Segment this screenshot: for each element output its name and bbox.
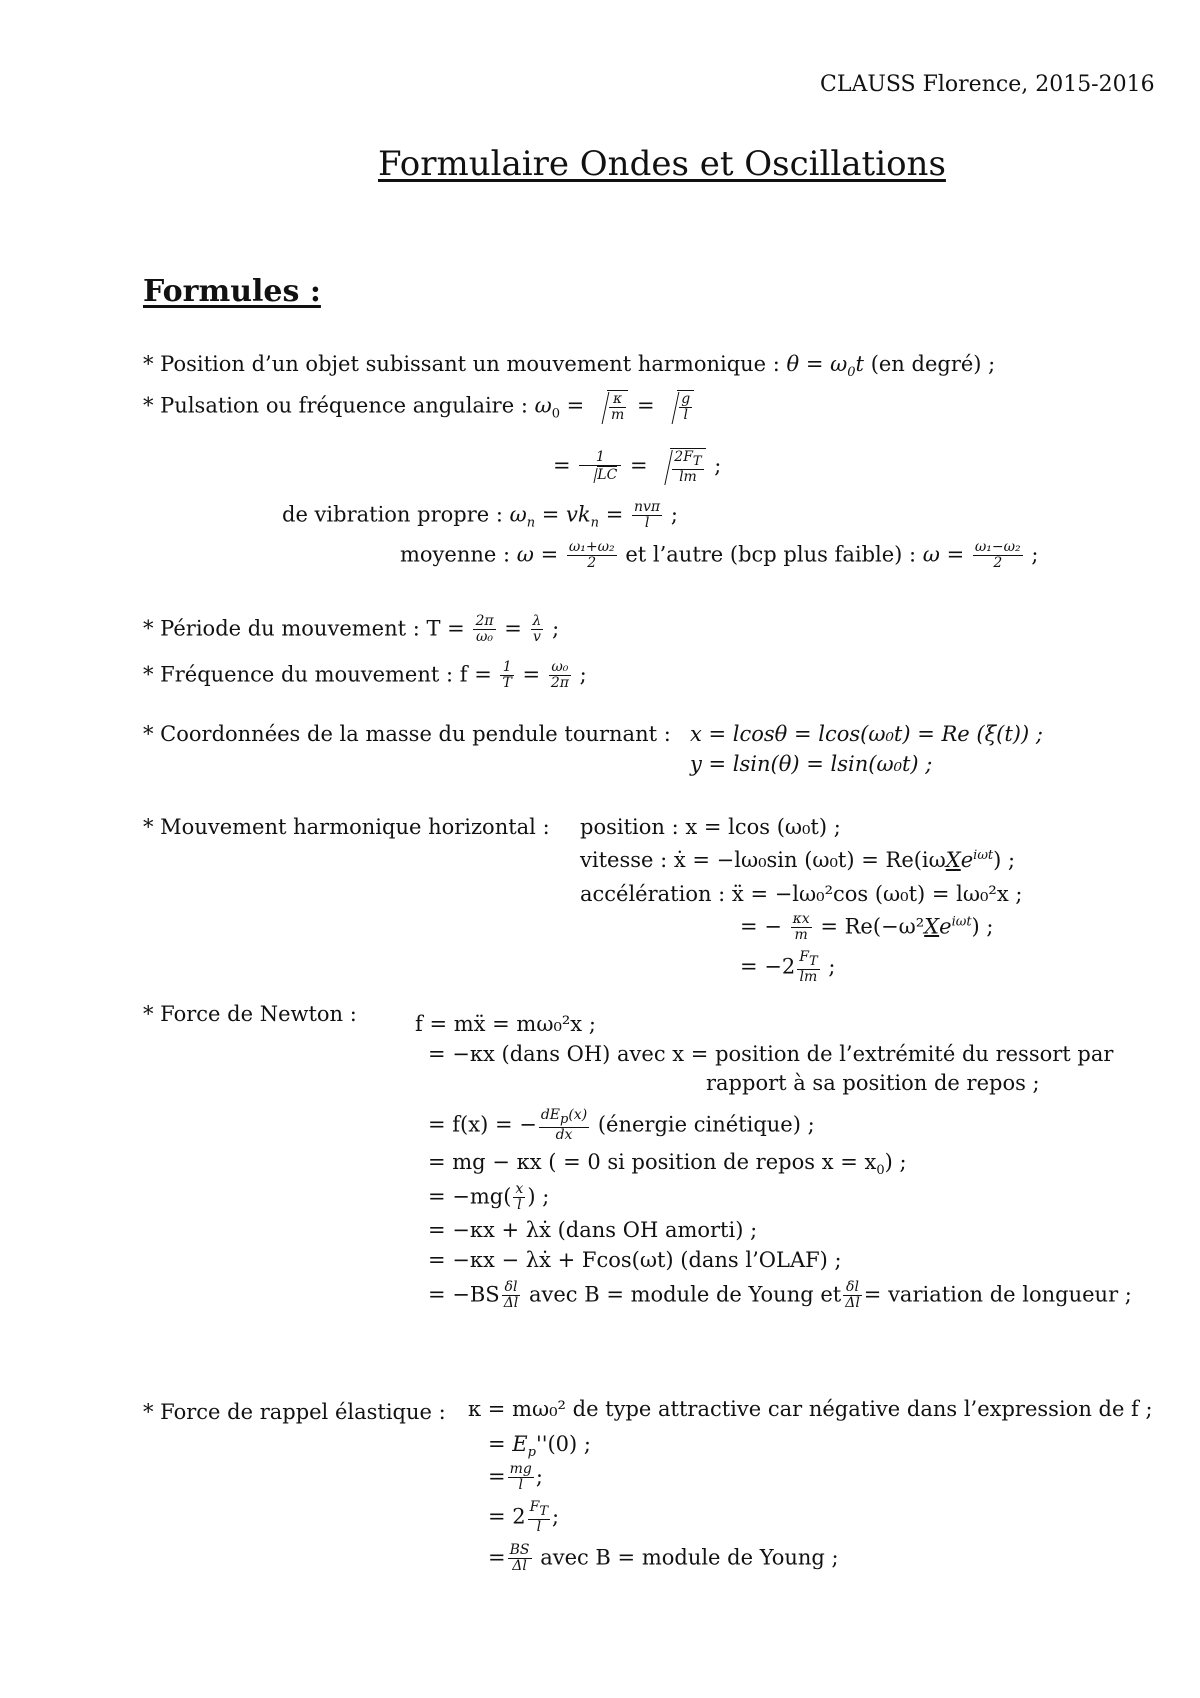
- l3-num2: (x): [568, 1107, 588, 1123]
- ft-sub: T: [692, 453, 702, 469]
- l3-num: dE: [540, 1107, 561, 1123]
- frac-x-over-l: [513, 1182, 525, 1214]
- l5-a: = −mg(: [428, 1184, 512, 1209]
- vitesse-x: X: [945, 848, 961, 872]
- l3-a: = f(x) = −: [428, 1112, 537, 1137]
- pulsation-sub: 0: [551, 406, 560, 422]
- frac-dl-over-DL: [502, 1280, 521, 1312]
- frac-num: 2π: [475, 613, 494, 629]
- frequence-end: ;: [579, 662, 587, 687]
- newton-l4: [428, 1150, 907, 1179]
- pulsation2-eq2: =: [630, 453, 648, 478]
- newton-l7: = −κx − λẋ + Fcos(ωt) (dans l’OLAF) ;: [428, 1248, 842, 1272]
- acc2-e: e: [939, 914, 952, 939]
- vibration-label: de vibration propre :: [282, 502, 503, 527]
- frequence-label: * Fréquence du mouvement : f =: [143, 662, 492, 687]
- vibration-mid: = vk: [535, 502, 591, 527]
- frac-den: v: [533, 629, 541, 646]
- frac-den: lm: [799, 969, 818, 986]
- frac-num: 1: [579, 450, 621, 466]
- acc2-b: = Re(−ω²: [820, 914, 925, 939]
- frac-sum-over-2: [567, 540, 617, 572]
- position-formula: θ = ω: [786, 352, 848, 376]
- frac-ft-over-lm: [797, 950, 819, 985]
- sqrt-g-over-l: [663, 390, 694, 424]
- pulsation-label: * Pulsation ou fréquence angulaire :: [143, 393, 528, 418]
- position-label: * Position d’un objet subissant un mouvement harmonique :: [143, 352, 780, 376]
- l3-sub: p: [560, 1111, 569, 1127]
- frac-den: 2π: [550, 675, 569, 692]
- rappel-l1: κ = mω₀² de type attractive car négative dans l’expression de f ;: [468, 1397, 1153, 1421]
- acc3-num: F: [799, 949, 809, 965]
- l3-b: (énergie cinétique) ;: [597, 1112, 815, 1137]
- rappel-l3-b: ;: [535, 1464, 543, 1489]
- section-title: Formules :: [143, 274, 321, 309]
- frac-den: Δl: [512, 1558, 527, 1575]
- sqrt-lc: LC: [597, 467, 618, 484]
- frac-one-over-sqrt-lc: [579, 450, 621, 484]
- rappel-label: * Force de rappel élastique :: [143, 1400, 446, 1424]
- frac-num: x: [515, 1181, 524, 1197]
- l5-b: ) ;: [527, 1184, 550, 1209]
- coord-x: x = lcosθ = lcos(ω₀t) = Re (ξ(t)) ;: [690, 722, 1043, 746]
- pulsation2-eq: =: [553, 453, 571, 478]
- frac-mg-over-l: [508, 1462, 534, 1494]
- rappel-l4-b: ;: [552, 1504, 560, 1529]
- moyenne-lhs2: ω =: [922, 542, 965, 567]
- frac-2pi-over-omega0: [473, 614, 495, 646]
- harmo-acc-2: [740, 912, 994, 944]
- pulsation-omega: ω: [534, 393, 552, 418]
- vibration-omega: ω: [509, 502, 527, 527]
- harmo-acc-3: [740, 950, 835, 985]
- periode-label: * Période du mouvement : T =: [143, 616, 465, 641]
- periode-eq: =: [504, 616, 522, 641]
- vibration-sub2: n: [590, 515, 600, 531]
- harmo-vitesse: [580, 848, 1015, 872]
- acc3-a: = −2: [740, 954, 796, 979]
- page-title: Formulaire Ondes et Oscillations: [378, 144, 946, 184]
- acc2-a: = −: [740, 914, 782, 939]
- harmo-position: position : x = lcos (ω₀t) ;: [580, 815, 841, 839]
- acc3-b: ;: [828, 954, 836, 979]
- frac-num: ω₁+ω₂: [568, 539, 615, 555]
- frac-num: δl: [502, 1280, 521, 1296]
- frac-dl-over-DL-2: [843, 1280, 862, 1312]
- l8-a: = −BS: [428, 1282, 500, 1307]
- rappel-l2-text: = E: [488, 1432, 528, 1456]
- harmo-acceleration: accélération : ẍ = −lω₀²cos (ω₀t) = lω₀²x ;: [580, 882, 1023, 906]
- pulsation-eq: =: [566, 393, 585, 418]
- rappel-l2-end: ''(0) ;: [535, 1432, 591, 1456]
- newton-label: * Force de Newton :: [143, 1002, 357, 1026]
- formula-moyenne: [400, 540, 1038, 572]
- newton-l8: [428, 1280, 1132, 1312]
- formula-pulsation-2: [553, 448, 721, 485]
- moyenne-end: ;: [1031, 542, 1039, 567]
- frac-den: l: [683, 407, 688, 424]
- vitesse-close: ) ;: [993, 848, 1016, 872]
- frac-den: m: [794, 927, 808, 944]
- acc2-c: ) ;: [971, 914, 994, 939]
- ft-text: 2F: [674, 449, 693, 465]
- frac-diff-over-2: [973, 540, 1023, 572]
- coord-y: y = lsin(θ) = lsin(ω₀t) ;: [690, 752, 933, 776]
- l4-text: = mg − κx ( = 0 si position de repos x = x: [428, 1150, 877, 1174]
- frac-num: nvπ: [634, 499, 661, 515]
- rappel-l2: [488, 1432, 591, 1461]
- rappel-l3-a: =: [488, 1464, 506, 1489]
- formula-vibration: [282, 500, 678, 532]
- periode-end: ;: [552, 616, 560, 641]
- frac-num: κ: [609, 392, 626, 408]
- frac-dep-over-dx: [539, 1108, 589, 1143]
- position-sub: 0: [847, 365, 856, 381]
- rappel-l4: [488, 1500, 559, 1535]
- frac-den: Δl: [503, 1295, 519, 1312]
- newton-l5: [428, 1182, 549, 1214]
- frac-nvpi-over-l: [632, 500, 662, 532]
- vibration-sub: n: [526, 515, 536, 531]
- author-line: CLAUSS Florence, 2015-2016: [820, 72, 1155, 97]
- frac-den: ω₀: [475, 629, 494, 646]
- frac-kx-over-m: [791, 912, 812, 944]
- rappel-l3: [488, 1462, 543, 1494]
- frac-omega0-over-2pi: [549, 660, 571, 692]
- frac-num: g: [681, 391, 691, 407]
- vibration-eq: =: [599, 502, 624, 527]
- moyenne-label: moyenne :: [400, 542, 511, 567]
- frac-den: m: [610, 407, 625, 424]
- moyenne-lhs: ω =: [516, 542, 559, 567]
- frac-den: 2: [993, 555, 1003, 572]
- frac-num: ω₀: [549, 660, 571, 676]
- acc3-sub: T: [808, 953, 818, 969]
- position-suffix: (en degré) ;: [870, 352, 996, 376]
- rappel-l5-a: =: [488, 1545, 506, 1570]
- frac-num: λ: [532, 613, 542, 629]
- moyenne-mid: et l’autre (bcp plus faible) :: [625, 542, 917, 567]
- rappel-l5: [488, 1543, 839, 1575]
- vibration-end: ;: [670, 502, 678, 527]
- frac-num: BS: [509, 1542, 530, 1558]
- harmo-label: * Mouvement harmonique horizontal :: [143, 815, 550, 839]
- newton-l3: [428, 1108, 815, 1143]
- sqrt-k-over-m: [593, 390, 628, 424]
- rappel-l4-num: F: [529, 1499, 540, 1515]
- frac-den: l: [517, 1197, 522, 1214]
- newton-l6: = −κx + λẋ (dans OH amorti) ;: [428, 1218, 758, 1242]
- formula-frequence: [143, 660, 587, 692]
- position-rest: t: [855, 352, 864, 376]
- rappel-l5-b: avec B = module de Young ;: [540, 1545, 839, 1570]
- l4-sub: 0: [876, 1163, 885, 1179]
- frac-den: l: [518, 1477, 523, 1494]
- frac-den: dx: [555, 1127, 573, 1144]
- frac-num: δl: [843, 1280, 862, 1296]
- frac-den: 2: [587, 555, 597, 572]
- frac-bs-over-DL: [508, 1543, 532, 1575]
- frac-den: l: [536, 1519, 542, 1536]
- sqrt-ft-over-lm: [656, 448, 705, 485]
- frac-1-over-t: [500, 660, 513, 692]
- acc2-x: X: [924, 914, 940, 939]
- newton-l2b: rapport à sa position de repos ;: [706, 1071, 1040, 1095]
- l8-c: = variation de longueur ;: [863, 1282, 1132, 1307]
- vitesse-sup: iωt: [973, 848, 994, 863]
- formula-periode: [143, 614, 559, 646]
- frac-ft-over-l: [528, 1500, 550, 1535]
- frequence-eq: =: [522, 662, 541, 687]
- frac-num: mg: [509, 1461, 532, 1477]
- frac-den: l: [644, 515, 650, 532]
- formula-position: [143, 352, 995, 381]
- frac-lambda-over-v: [531, 614, 544, 646]
- frac-den: Δl: [845, 1295, 860, 1312]
- vitesse-text: vitesse : ẋ = −lω₀sin (ω₀t) = Re(iω: [580, 848, 946, 872]
- rappel-l4-sub: T: [539, 1503, 549, 1519]
- frac-num: κx: [792, 911, 810, 927]
- newton-l2: = −κx (dans OH) avec x = position de l’extrémité du ressort par: [428, 1042, 1114, 1066]
- rappel-l2-sub: p: [527, 1445, 536, 1461]
- frac-num: 1: [500, 660, 513, 676]
- acc2-sup: iωt: [951, 914, 972, 930]
- l8-b: avec B = module de Young et: [528, 1282, 842, 1307]
- coord-label: * Coordonnées de la masse du pendule tournant :: [143, 722, 671, 746]
- pulsation2-end: ;: [714, 453, 722, 478]
- frac-den: T: [502, 675, 512, 692]
- newton-l1: f = mẍ = mω₀²x ;: [415, 1012, 596, 1036]
- frac-num: ω₁−ω₂: [974, 539, 1021, 555]
- l4-end: ) ;: [884, 1150, 907, 1174]
- formula-pulsation: [143, 390, 696, 424]
- vitesse-e: e: [960, 848, 974, 872]
- rappel-l4-a: = 2: [488, 1504, 526, 1529]
- pulsation-eq2: =: [636, 393, 655, 418]
- frac-den: lm: [679, 469, 697, 486]
